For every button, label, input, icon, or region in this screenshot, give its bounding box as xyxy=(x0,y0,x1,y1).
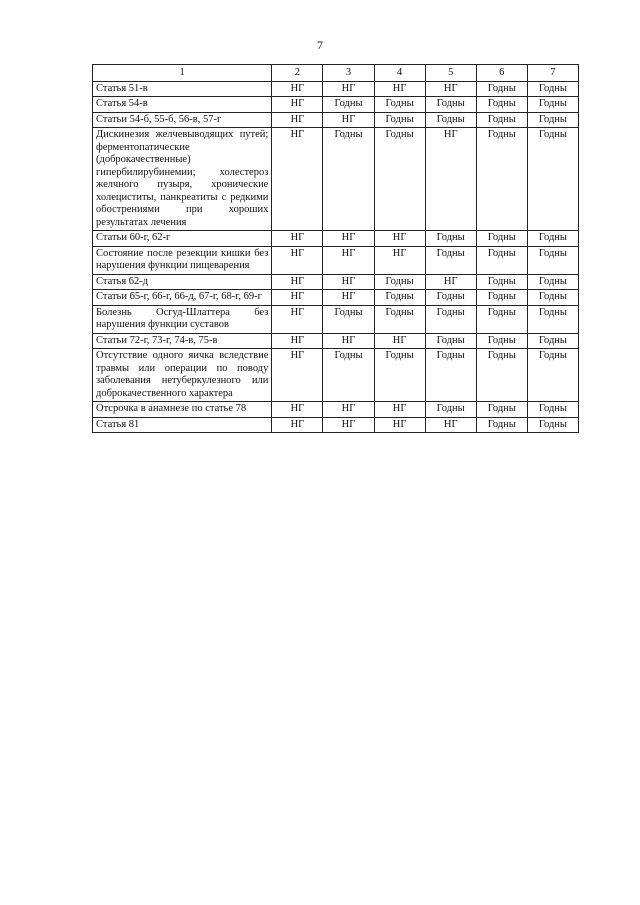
table-cell: НГ xyxy=(425,274,476,290)
table-cell: Годны xyxy=(476,97,527,113)
table-row xyxy=(93,97,579,113)
table-cell: НГ xyxy=(272,81,323,97)
table-cell: Годны xyxy=(425,290,476,306)
row-label: Статья 62-д xyxy=(93,274,272,290)
table-cell: НГ xyxy=(374,402,425,418)
column-header: 6 xyxy=(476,65,527,82)
table-cell: НГ xyxy=(272,246,323,274)
table-cell: НГ xyxy=(323,246,374,274)
table-cell: Годны xyxy=(476,333,527,349)
table-header-row xyxy=(93,65,579,82)
table-cell: Годны xyxy=(374,305,425,333)
table-cell: Годны xyxy=(476,274,527,290)
table-cell: Годны xyxy=(476,402,527,418)
table-cell: НГ xyxy=(323,81,374,97)
row-label: Отсрочка в анамнезе по статье 78 xyxy=(93,402,272,418)
table-cell: НГ xyxy=(272,349,323,402)
table-cell: Годны xyxy=(425,246,476,274)
table-cell: НГ xyxy=(374,333,425,349)
table-cell: НГ xyxy=(323,417,374,433)
table-cell: Годны xyxy=(527,402,578,418)
table-row xyxy=(93,246,579,274)
table-cell: Годны xyxy=(527,417,578,433)
page-number: 7 xyxy=(317,38,323,52)
table-cell: НГ xyxy=(272,112,323,128)
row-label: Статьи 65-г, 66-г, 66-д, 67-г, 68-г, 69-г xyxy=(93,290,272,306)
table-cell: Годны xyxy=(425,231,476,247)
table-cell: Годны xyxy=(425,402,476,418)
table-cell: Годны xyxy=(425,305,476,333)
table-cell: НГ xyxy=(425,128,476,231)
table-cell: Годны xyxy=(476,128,527,231)
table-cell: НГ xyxy=(272,333,323,349)
table-cell: НГ xyxy=(323,231,374,247)
table-cell: НГ xyxy=(323,333,374,349)
table-cell: Годны xyxy=(527,231,578,247)
table-cell: Годны xyxy=(425,97,476,113)
table-cell: НГ xyxy=(272,402,323,418)
table-cell: НГ xyxy=(425,81,476,97)
table-cell: НГ xyxy=(323,402,374,418)
table-cell: Годны xyxy=(323,128,374,231)
row-label: Состояние после резекции кишки без нарушения функции пищеварения xyxy=(93,246,272,274)
table-cell: Годны xyxy=(476,417,527,433)
table-cell: НГ xyxy=(272,417,323,433)
table-cell: Годны xyxy=(527,81,578,97)
table-cell: Годны xyxy=(476,290,527,306)
column-header: 2 xyxy=(272,65,323,82)
table-row xyxy=(93,274,579,290)
table-row xyxy=(93,290,579,306)
table-cell: Годны xyxy=(527,349,578,402)
table-cell: Годны xyxy=(374,97,425,113)
row-label: Статья 54-в xyxy=(93,97,272,113)
column-header: 4 xyxy=(374,65,425,82)
table-cell: Годны xyxy=(323,97,374,113)
table-cell: Годны xyxy=(425,349,476,402)
table-cell: Годны xyxy=(527,112,578,128)
table-cell: Годны xyxy=(476,231,527,247)
table-cell: Годны xyxy=(527,97,578,113)
table-cell: НГ xyxy=(323,290,374,306)
table-row xyxy=(93,402,579,418)
table-cell: Годны xyxy=(323,305,374,333)
table-cell: Годны xyxy=(527,333,578,349)
table-cell: НГ xyxy=(323,274,374,290)
table-cell: Годны xyxy=(374,128,425,231)
table-cell: Годны xyxy=(476,112,527,128)
table-cell: Годны xyxy=(476,349,527,402)
table-cell: Годны xyxy=(323,349,374,402)
table-cell: НГ xyxy=(272,128,323,231)
table-cell: Годны xyxy=(374,274,425,290)
table-cell: Годны xyxy=(476,305,527,333)
table-row xyxy=(93,333,579,349)
table-cell: Годны xyxy=(374,349,425,402)
row-label: Статьи 60-г, 62-г xyxy=(93,231,272,247)
table-cell: НГ xyxy=(272,305,323,333)
table-row xyxy=(93,349,579,402)
column-header: 5 xyxy=(425,65,476,82)
table-cell: НГ xyxy=(425,417,476,433)
table-cell: Годны xyxy=(527,128,578,231)
table-cell: Годны xyxy=(476,81,527,97)
table-cell: НГ xyxy=(374,417,425,433)
table-row xyxy=(93,231,579,247)
table-cell: Годны xyxy=(527,274,578,290)
table-cell: Годны xyxy=(425,333,476,349)
row-label: Дискинезия желчевыводящих путей; ферментопатические (доброкачественные) гипербилирубинемии; холестероз желчного пузыря, хронические холециститы, панкреатиты с редкими обострениями при хороших результатах лечения xyxy=(93,128,272,231)
table-cell: Годны xyxy=(527,290,578,306)
table-cell: НГ xyxy=(374,246,425,274)
row-label: Статьи 54-б, 55-б, 56-в, 57-г xyxy=(93,112,272,128)
table-row xyxy=(93,112,579,128)
table-row xyxy=(93,417,579,433)
row-label: Отсутствие одного яичка вследствие травмы или операции по поводу заболевания нетуберкулезного или доброкачественного характера xyxy=(93,349,272,402)
table-cell: Годны xyxy=(374,112,425,128)
table-cell: Годны xyxy=(425,112,476,128)
column-header: 3 xyxy=(323,65,374,82)
table-cell: Годны xyxy=(374,290,425,306)
table-cell: НГ xyxy=(272,290,323,306)
table-row xyxy=(93,81,579,97)
table-cell: Годны xyxy=(527,246,578,274)
table-cell: НГ xyxy=(272,97,323,113)
table-cell: Годны xyxy=(527,305,578,333)
table-cell: НГ xyxy=(272,231,323,247)
table-cell: НГ xyxy=(374,81,425,97)
table-cell: НГ xyxy=(272,274,323,290)
row-label: Статья 51-в xyxy=(93,81,272,97)
table-row xyxy=(93,305,579,333)
column-header: 7 xyxy=(527,65,578,82)
row-label: Статьи 72-г, 73-г, 74-в, 75-в xyxy=(93,333,272,349)
table-row xyxy=(93,128,579,231)
row-label: Статья 81 xyxy=(93,417,272,433)
table-cell: НГ xyxy=(374,231,425,247)
table-cell: НГ xyxy=(323,112,374,128)
fitness-category-table xyxy=(92,64,579,433)
table-cell: Годны xyxy=(476,246,527,274)
row-label: Болезнь Осгуд-Шлаттера без нарушения функции суставов xyxy=(93,305,272,333)
column-header: 1 xyxy=(93,65,272,82)
